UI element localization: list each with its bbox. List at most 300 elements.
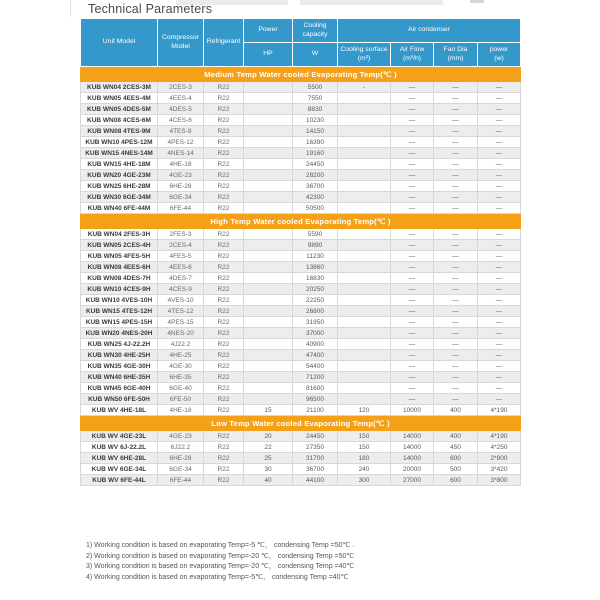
fan-dia-cell: 600: [434, 453, 478, 464]
cooling-surface-cell: [338, 262, 391, 273]
refrigerant-cell: R22: [204, 339, 244, 350]
fan-dia-cell: —: [434, 148, 478, 159]
unit-model-cell: KUB WV 4HE-18L: [81, 405, 158, 416]
refrigerant-cell: R22: [204, 148, 244, 159]
refrigerant-cell: R22: [204, 181, 244, 192]
refrigerant-cell: R22: [204, 383, 244, 394]
fan-dia-cell: —: [434, 203, 478, 214]
hp-cell: [244, 203, 293, 214]
header-cooling-capacity-group: Cooling capacity: [293, 19, 338, 43]
refrigerant-cell: R22: [204, 350, 244, 361]
cooling-surface-cell: [338, 394, 391, 405]
air-flow-cell: —: [391, 240, 434, 251]
compressor-model-cell: 4NES-20: [158, 328, 204, 339]
hp-cell: 15: [244, 405, 293, 416]
hp-cell: [244, 126, 293, 137]
refrigerant-cell: R22: [204, 82, 244, 93]
table-row: [81, 464, 521, 475]
cooling-surface-cell: [338, 148, 391, 159]
cooling-surface-cell: 150: [338, 442, 391, 453]
table-row: [81, 192, 521, 203]
cooling-capacity-cell: 21100: [293, 405, 338, 416]
compressor-model-cell: 2FES-3: [158, 229, 204, 240]
hp-cell: [244, 93, 293, 104]
hp-cell: [244, 350, 293, 361]
page-top-artifact: [470, 0, 484, 3]
fan-dia-cell: —: [434, 159, 478, 170]
table-row: [81, 361, 521, 372]
cooling-capacity-cell: 14150: [293, 126, 338, 137]
refrigerant-cell: R22: [204, 240, 244, 251]
cooling-surface-cell: [338, 93, 391, 104]
fan-dia-cell: —: [434, 295, 478, 306]
hp-cell: [244, 394, 293, 405]
hp-cell: [244, 104, 293, 115]
cooling-surface-cell: [338, 350, 391, 361]
section-band-title: Medium Temp Water cooled Evaporating Temp(℃ ): [81, 67, 521, 82]
section-band-row: [81, 214, 521, 229]
air-flow-cell: 20000: [391, 464, 434, 475]
air-flow-cell: —: [391, 372, 434, 383]
unit-model-cell: KUB WN04 2CES-3M: [81, 82, 158, 93]
air-flow-cell: —: [391, 203, 434, 214]
compressor-model-cell: 6FE-50: [158, 394, 204, 405]
header-fan-power-unit: (w): [494, 54, 504, 62]
fan-power-cell: —: [478, 372, 521, 383]
header-cooling-surface-unit: (m²): [357, 54, 371, 62]
fan-power-cell: —: [478, 170, 521, 181]
header-cooling-surface: [338, 43, 391, 67]
unit-model-cell: KUB WN15 4NES-14M: [81, 148, 158, 159]
cooling-surface-cell: 240: [338, 464, 391, 475]
table-row: [81, 339, 521, 350]
hp-cell: [244, 181, 293, 192]
fan-dia-cell: —: [434, 137, 478, 148]
hp-cell: 20: [244, 431, 293, 442]
hp-cell: [244, 339, 293, 350]
cooling-surface-cell: [338, 317, 391, 328]
hp-cell: [244, 170, 293, 181]
header-fan-power: [478, 43, 521, 67]
cooling-surface-cell: [338, 284, 391, 295]
refrigerant-cell: R22: [204, 229, 244, 240]
table-row: [81, 203, 521, 214]
cooling-capacity-cell: 28200: [293, 170, 338, 181]
refrigerant-cell: R22: [204, 431, 244, 442]
cooling-capacity-cell: 31950: [293, 317, 338, 328]
fan-dia-cell: 400: [434, 405, 478, 416]
table-row: [81, 104, 521, 115]
compressor-model-cell: 4GE-30: [158, 361, 204, 372]
fan-dia-cell: —: [434, 372, 478, 383]
table-row: [81, 284, 521, 295]
fan-dia-cell: 600: [434, 475, 478, 486]
air-flow-cell: 14000: [391, 431, 434, 442]
unit-model-cell: KUB WN05 4DES-5M: [81, 104, 158, 115]
hp-cell: [244, 82, 293, 93]
cooling-capacity-cell: 37000: [293, 328, 338, 339]
hp-cell: [244, 159, 293, 170]
section-band-title: High Temp Water cooled Evaporating Temp(℃ ): [81, 214, 521, 229]
refrigerant-cell: R22: [204, 464, 244, 475]
cooling-surface-cell: 300: [338, 475, 391, 486]
unit-model-cell: KUB WN08 4TES-9M: [81, 126, 158, 137]
table-row: [81, 405, 521, 416]
table-row: [81, 170, 521, 181]
fan-dia-cell: —: [434, 229, 478, 240]
compressor-model-cell: 6FE-44: [158, 475, 204, 486]
fan-dia-cell: —: [434, 181, 478, 192]
fan-power-cell: —: [478, 383, 521, 394]
fan-dia-cell: —: [434, 251, 478, 262]
compressor-model-cell: 4DES-5: [158, 104, 204, 115]
cooling-surface-cell: [338, 181, 391, 192]
hp-cell: [244, 251, 293, 262]
fan-power-cell: 3*800: [478, 475, 521, 486]
table-row: [81, 295, 521, 306]
cooling-capacity-cell: 8830: [293, 104, 338, 115]
cooling-capacity-cell: 16830: [293, 273, 338, 284]
hp-cell: [244, 317, 293, 328]
fan-power-cell: —: [478, 192, 521, 203]
fan-dia-cell: 400: [434, 431, 478, 442]
hp-cell: [244, 361, 293, 372]
refrigerant-cell: R22: [204, 115, 244, 126]
air-flow-cell: —: [391, 126, 434, 137]
cooling-capacity-cell: 10230: [293, 115, 338, 126]
table-body: [81, 67, 521, 486]
cooling-capacity-cell: 47400: [293, 350, 338, 361]
fan-dia-cell: 500: [434, 464, 478, 475]
compressor-model-cell: 4EES-4: [158, 93, 204, 104]
fan-power-cell: —: [478, 137, 521, 148]
compressor-model-cell: 4NES-14: [158, 148, 204, 159]
compressor-model-cell: 6J22.2: [158, 442, 204, 453]
hp-cell: [244, 148, 293, 159]
cooling-surface-cell: [338, 273, 391, 284]
unit-model-cell: KUB WN08 4DES-7H: [81, 273, 158, 284]
fan-power-cell: —: [478, 115, 521, 126]
hp-cell: 40: [244, 475, 293, 486]
hp-cell: [244, 383, 293, 394]
header-fan-power-label: power: [489, 46, 509, 54]
cooling-capacity-cell: 16390: [293, 137, 338, 148]
refrigerant-cell: R22: [204, 295, 244, 306]
fan-dia-cell: —: [434, 262, 478, 273]
air-flow-cell: —: [391, 192, 434, 203]
section-band-row: [81, 416, 521, 431]
air-flow-cell: 10000: [391, 405, 434, 416]
cooling-capacity-cell: 24450: [293, 431, 338, 442]
table-row: [81, 93, 521, 104]
refrigerant-cell: R22: [204, 126, 244, 137]
unit-model-cell: KUB WN20 4NES-20H: [81, 328, 158, 339]
air-flow-cell: —: [391, 306, 434, 317]
header-air-flow: [391, 43, 434, 67]
table-row: [81, 431, 521, 442]
fan-power-cell: —: [478, 148, 521, 159]
fan-dia-cell: —: [434, 104, 478, 115]
cooling-capacity-cell: 96500: [293, 394, 338, 405]
table-row: [81, 181, 521, 192]
air-flow-cell: —: [391, 148, 434, 159]
fan-power-cell: —: [478, 284, 521, 295]
hp-cell: [244, 240, 293, 251]
cooling-surface-cell: 120: [338, 405, 391, 416]
cooling-surface-cell: [338, 372, 391, 383]
air-flow-cell: 27000: [391, 475, 434, 486]
unit-model-cell: KUB WN30 6GE-34M: [81, 192, 158, 203]
fan-power-cell: —: [478, 240, 521, 251]
header-power-group: Power: [244, 19, 293, 43]
table-row: [81, 262, 521, 273]
fan-power-cell: —: [478, 273, 521, 284]
fan-dia-cell: —: [434, 82, 478, 93]
air-flow-cell: —: [391, 115, 434, 126]
header-air-condenser-group: Air condenser: [338, 19, 521, 43]
header-unit-model: Unit Model: [81, 19, 158, 67]
unit-model-cell: KUB WN15 4TES-12H: [81, 306, 158, 317]
refrigerant-cell: R22: [204, 442, 244, 453]
unit-model-cell: KUB WN04 2FES-3H: [81, 229, 158, 240]
cooling-surface-cell: [338, 159, 391, 170]
cooling-surface-cell: 180: [338, 453, 391, 464]
cooling-capacity-cell: 19160: [293, 148, 338, 159]
compressor-model-cell: 6GE-34: [158, 464, 204, 475]
air-flow-cell: —: [391, 361, 434, 372]
unit-model-cell: KUB WN40 6FE-44M: [81, 203, 158, 214]
air-flow-cell: —: [391, 181, 434, 192]
table-row: [81, 453, 521, 464]
section-band-row: [81, 67, 521, 82]
table-row: [81, 328, 521, 339]
unit-model-cell: KUB WV 4GE-23L: [81, 431, 158, 442]
page-top-artifact: [70, 0, 71, 17]
air-flow-cell: —: [391, 317, 434, 328]
refrigerant-cell: R22: [204, 104, 244, 115]
air-flow-cell: —: [391, 104, 434, 115]
compressor-model-cell: 6HE-28: [158, 181, 204, 192]
cooling-surface-cell: [338, 295, 391, 306]
fan-dia-cell: —: [434, 361, 478, 372]
unit-model-cell: KUB WN05 4FES-5H: [81, 251, 158, 262]
table-row: [81, 350, 521, 361]
header-power-hp: HP: [244, 43, 293, 67]
fan-dia-cell: —: [434, 93, 478, 104]
fan-dia-cell: —: [434, 350, 478, 361]
fan-dia-cell: —: [434, 126, 478, 137]
cooling-surface-cell: [338, 104, 391, 115]
table-row: [81, 148, 521, 159]
fan-power-cell: —: [478, 328, 521, 339]
compressor-model-cell: 4DES-7: [158, 273, 204, 284]
fan-power-cell: 4*190: [478, 405, 521, 416]
unit-model-cell: KUB WN25 4J-22.2H: [81, 339, 158, 350]
compressor-model-cell: 4J22.2: [158, 339, 204, 350]
fan-dia-cell: —: [434, 328, 478, 339]
cooling-capacity-cell: 24450: [293, 159, 338, 170]
cooling-capacity-cell: 54400: [293, 361, 338, 372]
air-flow-cell: —: [391, 339, 434, 350]
refrigerant-cell: R22: [204, 405, 244, 416]
refrigerant-cell: R22: [204, 317, 244, 328]
fan-dia-cell: —: [434, 394, 478, 405]
cooling-capacity-cell: 81600: [293, 383, 338, 394]
cooling-capacity-cell: 31700: [293, 453, 338, 464]
cooling-capacity-cell: 5500: [293, 82, 338, 93]
air-flow-cell: —: [391, 251, 434, 262]
working-condition-note: 1) Working condition is based on evaporating Temp=-5 ℃， condensing Temp =50℃ .: [86, 542, 355, 549]
cooling-surface-cell: [338, 383, 391, 394]
header-air-flow-label: Air Flow: [399, 46, 425, 54]
cooling-surface-cell: [338, 115, 391, 126]
refrigerant-cell: R22: [204, 284, 244, 295]
compressor-model-cell: 4HE-18: [158, 405, 204, 416]
fan-dia-cell: —: [434, 284, 478, 295]
unit-model-cell: KUB WN40 6HE-35H: [81, 372, 158, 383]
cooling-surface-cell: [338, 192, 391, 203]
fan-power-cell: —: [478, 93, 521, 104]
cooling-surface-cell: [338, 203, 391, 214]
air-flow-cell: —: [391, 295, 434, 306]
compressor-model-cell: 6GE-34: [158, 192, 204, 203]
fan-power-cell: —: [478, 361, 521, 372]
air-flow-cell: —: [391, 262, 434, 273]
cooling-capacity-cell: 9890: [293, 240, 338, 251]
cooling-surface-cell: [338, 240, 391, 251]
compressor-model-cell: 2CES-3: [158, 82, 204, 93]
unit-model-cell: KUB WV 6J-22.2L: [81, 442, 158, 453]
table-row: [81, 317, 521, 328]
compressor-model-cell: 4HE-18: [158, 159, 204, 170]
compressor-model-cell: 6FE-44: [158, 203, 204, 214]
fan-power-cell: —: [478, 317, 521, 328]
cooling-capacity-cell: 27350: [293, 442, 338, 453]
air-flow-cell: —: [391, 273, 434, 284]
working-condition-note: 4) Working condition is based on evaporating Temp=-5℃， condensing Temp =40℃: [86, 573, 349, 581]
cooling-surface-cell: [338, 251, 391, 262]
page-title: Technical Parameters: [88, 2, 213, 16]
cooling-capacity-cell: 13860: [293, 262, 338, 273]
hp-cell: [244, 372, 293, 383]
air-flow-cell: —: [391, 328, 434, 339]
compressor-model-cell: 4HE-25: [158, 350, 204, 361]
unit-model-cell: KUB WN15 4HE-18M: [81, 159, 158, 170]
fan-power-cell: —: [478, 203, 521, 214]
table-row: [81, 159, 521, 170]
table-row: [81, 137, 521, 148]
fan-dia-cell: —: [434, 339, 478, 350]
unit-model-cell: KUB WN50 6FE-50H: [81, 394, 158, 405]
air-flow-cell: 14000: [391, 442, 434, 453]
hp-cell: [244, 284, 293, 295]
fan-dia-cell: —: [434, 306, 478, 317]
unit-model-cell: KUB WN08 4EES-6H: [81, 262, 158, 273]
table-row: [81, 306, 521, 317]
cooling-surface-cell: [338, 361, 391, 372]
refrigerant-cell: R22: [204, 306, 244, 317]
refrigerant-cell: R22: [204, 328, 244, 339]
hp-cell: 25: [244, 453, 293, 464]
table-row: [81, 115, 521, 126]
hp-cell: [244, 137, 293, 148]
fan-power-cell: —: [478, 339, 521, 350]
hp-cell: 22: [244, 442, 293, 453]
refrigerant-cell: R22: [204, 372, 244, 383]
compressor-model-cell: 4VES-10: [158, 295, 204, 306]
cooling-capacity-cell: 5590: [293, 229, 338, 240]
cooling-capacity-cell: 36700: [293, 181, 338, 192]
refrigerant-cell: R22: [204, 394, 244, 405]
refrigerant-cell: R22: [204, 203, 244, 214]
fan-dia-cell: —: [434, 273, 478, 284]
hp-cell: [244, 273, 293, 284]
table-header: [81, 19, 521, 67]
cooling-capacity-cell: 11230: [293, 251, 338, 262]
fan-dia-cell: —: [434, 317, 478, 328]
table-row: [81, 82, 521, 93]
air-flow-cell: —: [391, 159, 434, 170]
technical-parameters-table: [80, 18, 521, 486]
refrigerant-cell: R22: [204, 453, 244, 464]
table-row: [81, 442, 521, 453]
compressor-model-cell: 2CES-4: [158, 240, 204, 251]
compressor-model-cell: 4TES-9: [158, 126, 204, 137]
compressor-model-cell: 4PES-15: [158, 317, 204, 328]
fan-power-cell: —: [478, 104, 521, 115]
refrigerant-cell: R22: [204, 137, 244, 148]
fan-power-cell: —: [478, 306, 521, 317]
header-refrigerant: Refrigerant: [204, 19, 244, 67]
fan-power-cell: —: [478, 251, 521, 262]
refrigerant-cell: R22: [204, 251, 244, 262]
unit-model-cell: KUB WN45 6GE-40H: [81, 383, 158, 394]
table-row: [81, 383, 521, 394]
cooling-capacity-cell: 40900: [293, 339, 338, 350]
unit-model-cell: KUB WV 6FE-44L: [81, 475, 158, 486]
cooling-surface-cell: [338, 328, 391, 339]
refrigerant-cell: R22: [204, 475, 244, 486]
fan-power-cell: —: [478, 295, 521, 306]
table-row: [81, 273, 521, 284]
refrigerant-cell: R22: [204, 192, 244, 203]
refrigerant-cell: R22: [204, 361, 244, 372]
air-flow-cell: —: [391, 170, 434, 181]
fan-power-cell: 3*420: [478, 464, 521, 475]
compressor-model-cell: 6HE-35: [158, 372, 204, 383]
compressor-model-cell: 6HE-28: [158, 453, 204, 464]
air-flow-cell: —: [391, 284, 434, 295]
refrigerant-cell: R22: [204, 170, 244, 181]
unit-model-cell: KUB WN10 4VES-10H: [81, 295, 158, 306]
fan-power-cell: 2*800: [478, 453, 521, 464]
fan-power-cell: —: [478, 262, 521, 273]
hp-cell: [244, 295, 293, 306]
unit-model-cell: KUB WN35 4GE-30H: [81, 361, 158, 372]
air-flow-cell: —: [391, 229, 434, 240]
header-fan-dia-unit: (mm): [447, 54, 464, 62]
unit-model-cell: KUB WV 6GE-34L: [81, 464, 158, 475]
air-flow-cell: 14000: [391, 453, 434, 464]
hp-cell: [244, 192, 293, 203]
cooling-surface-cell: [338, 229, 391, 240]
air-flow-cell: —: [391, 137, 434, 148]
header-fan-dia-label: Fan Dia: [443, 46, 468, 54]
cooling-surface-cell: -: [338, 82, 391, 93]
page-top-artifact: [300, 0, 443, 5]
hp-cell: [244, 115, 293, 126]
table-row: [81, 251, 521, 262]
